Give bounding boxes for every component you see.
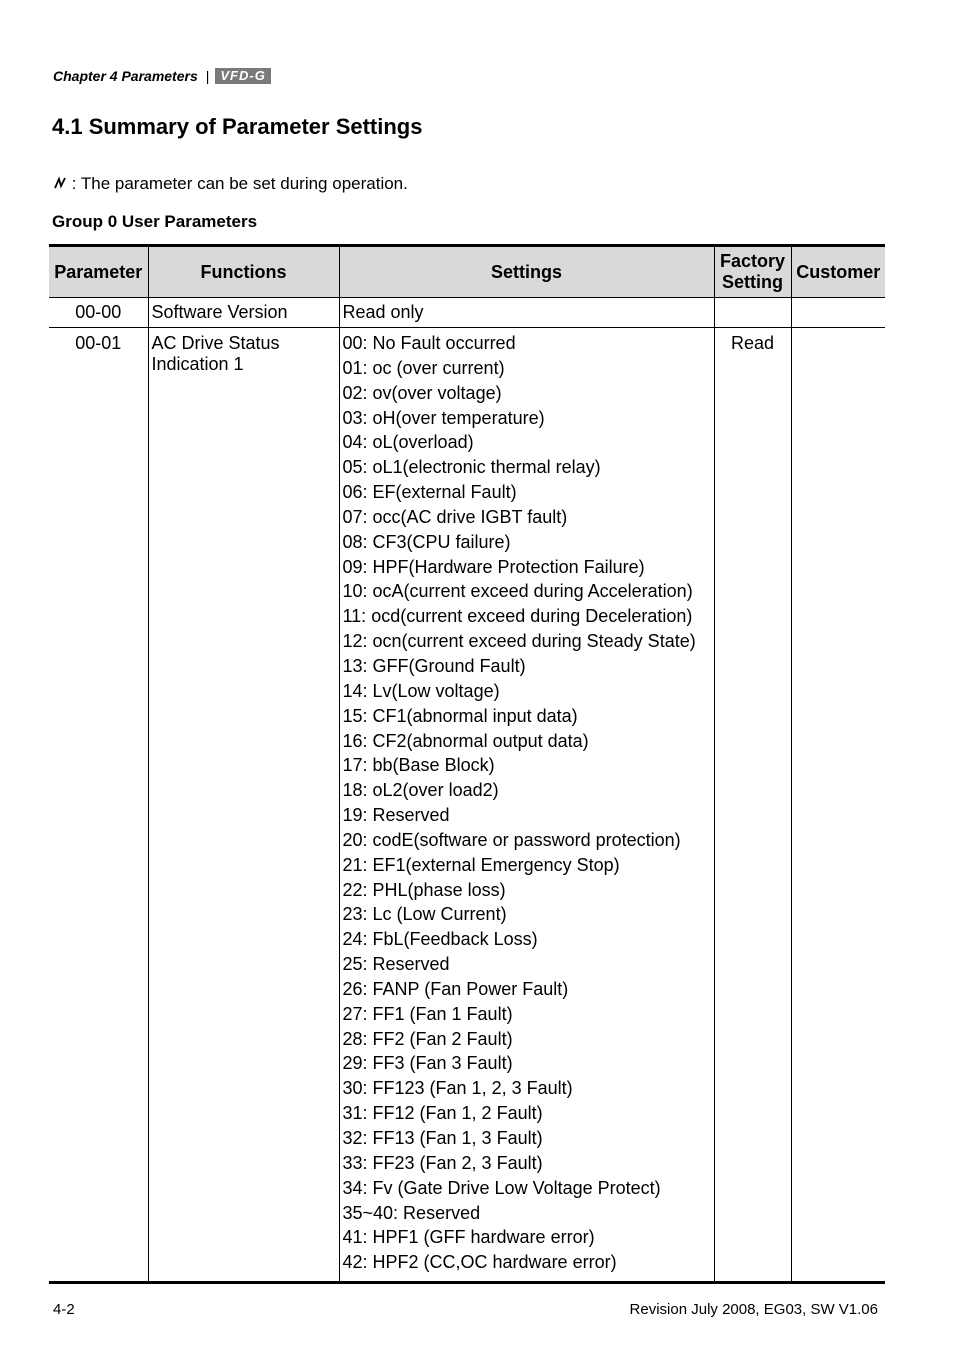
setting-item: 01: oc (over current)	[342, 357, 505, 378]
operation-note	[53, 174, 408, 194]
cell-function: AC Drive Status Indication 1	[148, 328, 339, 1283]
cell-factory: Read	[714, 328, 791, 1283]
setting-item: 14: Lv(Low voltage)	[342, 680, 500, 701]
setting-item: 28: FF2 (Fan 2 Fault)	[342, 1028, 513, 1049]
header-parameter: Parameter	[49, 246, 148, 298]
header-functions: Functions	[148, 246, 339, 298]
setting-item: 31: FF12 (Fan 1, 2 Fault)	[342, 1103, 543, 1124]
table-row	[49, 298, 885, 328]
header-settings: Settings	[339, 246, 714, 298]
setting-item: 06: EF(external Fault)	[342, 482, 517, 503]
setting-item: 11: ocd(current exceed during Deceleration)	[342, 606, 693, 627]
operation-note-text: : The parameter can be set during operation.	[71, 174, 408, 193]
cell-parameter: 00-00	[49, 298, 148, 328]
header-customer: Customer	[791, 246, 885, 298]
setting-item: 21: EF1(external Emergency Stop)	[342, 854, 620, 875]
setting-item: 03: oH(over temperature)	[342, 407, 545, 428]
setting-item: 32: FF13 (Fan 1, 3 Fault)	[342, 1128, 543, 1148]
header-separator: |	[205, 68, 210, 84]
setting-item: 20: codE(software or password protection)	[342, 829, 681, 850]
setting-item: 42: HPF2 (CC,OC hardware error)	[342, 1252, 617, 1273]
parameter-table	[49, 244, 885, 1284]
setting-item: 23: Lc (Low Current)	[342, 904, 507, 925]
setting-item: 00: No Fault occurred	[342, 333, 516, 353]
cell-customer	[791, 298, 885, 328]
setting-item: 04: oL(overload)	[342, 432, 474, 453]
setting-item: 27: FF1 (Fan 1 Fault)	[342, 1003, 513, 1024]
setting-item: 17: bb(Base Block)	[342, 755, 495, 776]
vfd-g-logo: VFD-G	[215, 68, 270, 84]
header-factory-line1: Factory	[719, 251, 786, 271]
setting-item: 25: Reserved	[342, 954, 450, 975]
setting-item: 29: FF3 (Fan 3 Fault)	[342, 1053, 513, 1074]
setting-item: 13: GFF(Ground Fault)	[342, 655, 526, 676]
setting-item: 12: ocn(current exceed during Steady State)	[342, 631, 696, 652]
setting-item: 02: ov(over voltage)	[342, 382, 502, 403]
cell-function: Software Version	[148, 298, 339, 328]
setting-item: 09: HPF(Hardware Protection Failure)	[342, 556, 645, 577]
setting-item: 22: PHL(phase loss)	[342, 879, 506, 900]
setting-item: 10: ocA(current exceed during Acceleration)	[342, 581, 693, 602]
setting-item: 30: FF123 (Fan 1, 2, 3 Fault)	[342, 1078, 573, 1099]
setting-item: 16: CF2(abnormal output data)	[342, 730, 589, 751]
group-title: Group 0 User Parameters	[52, 212, 258, 231]
cell-factory	[714, 298, 791, 328]
setting-item: 33: FF23 (Fan 2, 3 Fault)	[342, 1152, 543, 1173]
setting-item: 41: HPF1 (GFF hardware error)	[342, 1227, 595, 1248]
page-number: 4-2	[53, 1301, 75, 1318]
setting-item: 05: oL1(electronic thermal relay)	[342, 457, 601, 478]
setting-item: 18: oL2(over load2)	[342, 780, 499, 801]
setting-item: 19: Reserved	[342, 805, 450, 826]
cell-settings: Read only	[339, 298, 714, 328]
setting-item: 15: CF1(abnormal input data)	[342, 705, 578, 726]
section-title: 4.1 Summary of Parameter Settings	[52, 114, 423, 139]
table-header-row	[49, 246, 885, 298]
setting-item: 26: FANP (Fan Power Fault)	[342, 978, 569, 999]
cell-settings-list	[339, 328, 714, 1283]
setting-item: 24: FbL(Feedback Loss)	[342, 929, 538, 950]
setting-item: 07: occ(AC drive IGBT fault)	[342, 506, 568, 527]
table-row	[49, 328, 885, 1283]
revision-info: Revision July 2008, EG03, SW V1.06	[629, 1301, 878, 1318]
operation-symbol-icon	[53, 174, 72, 193]
setting-item: 08: CF3(CPU failure)	[342, 531, 511, 552]
chapter-header	[53, 68, 271, 84]
header-factory-line2: Setting	[722, 272, 783, 292]
cell-customer	[791, 328, 885, 1283]
setting-item: 35~40: Reserved	[342, 1202, 481, 1223]
cell-parameter: 00-01	[49, 328, 148, 1283]
chapter-label: Chapter 4 Parameters	[53, 68, 198, 84]
header-factory-setting	[714, 246, 791, 298]
setting-item: 34: Fv (Gate Drive Low Voltage Protect)	[342, 1177, 661, 1198]
